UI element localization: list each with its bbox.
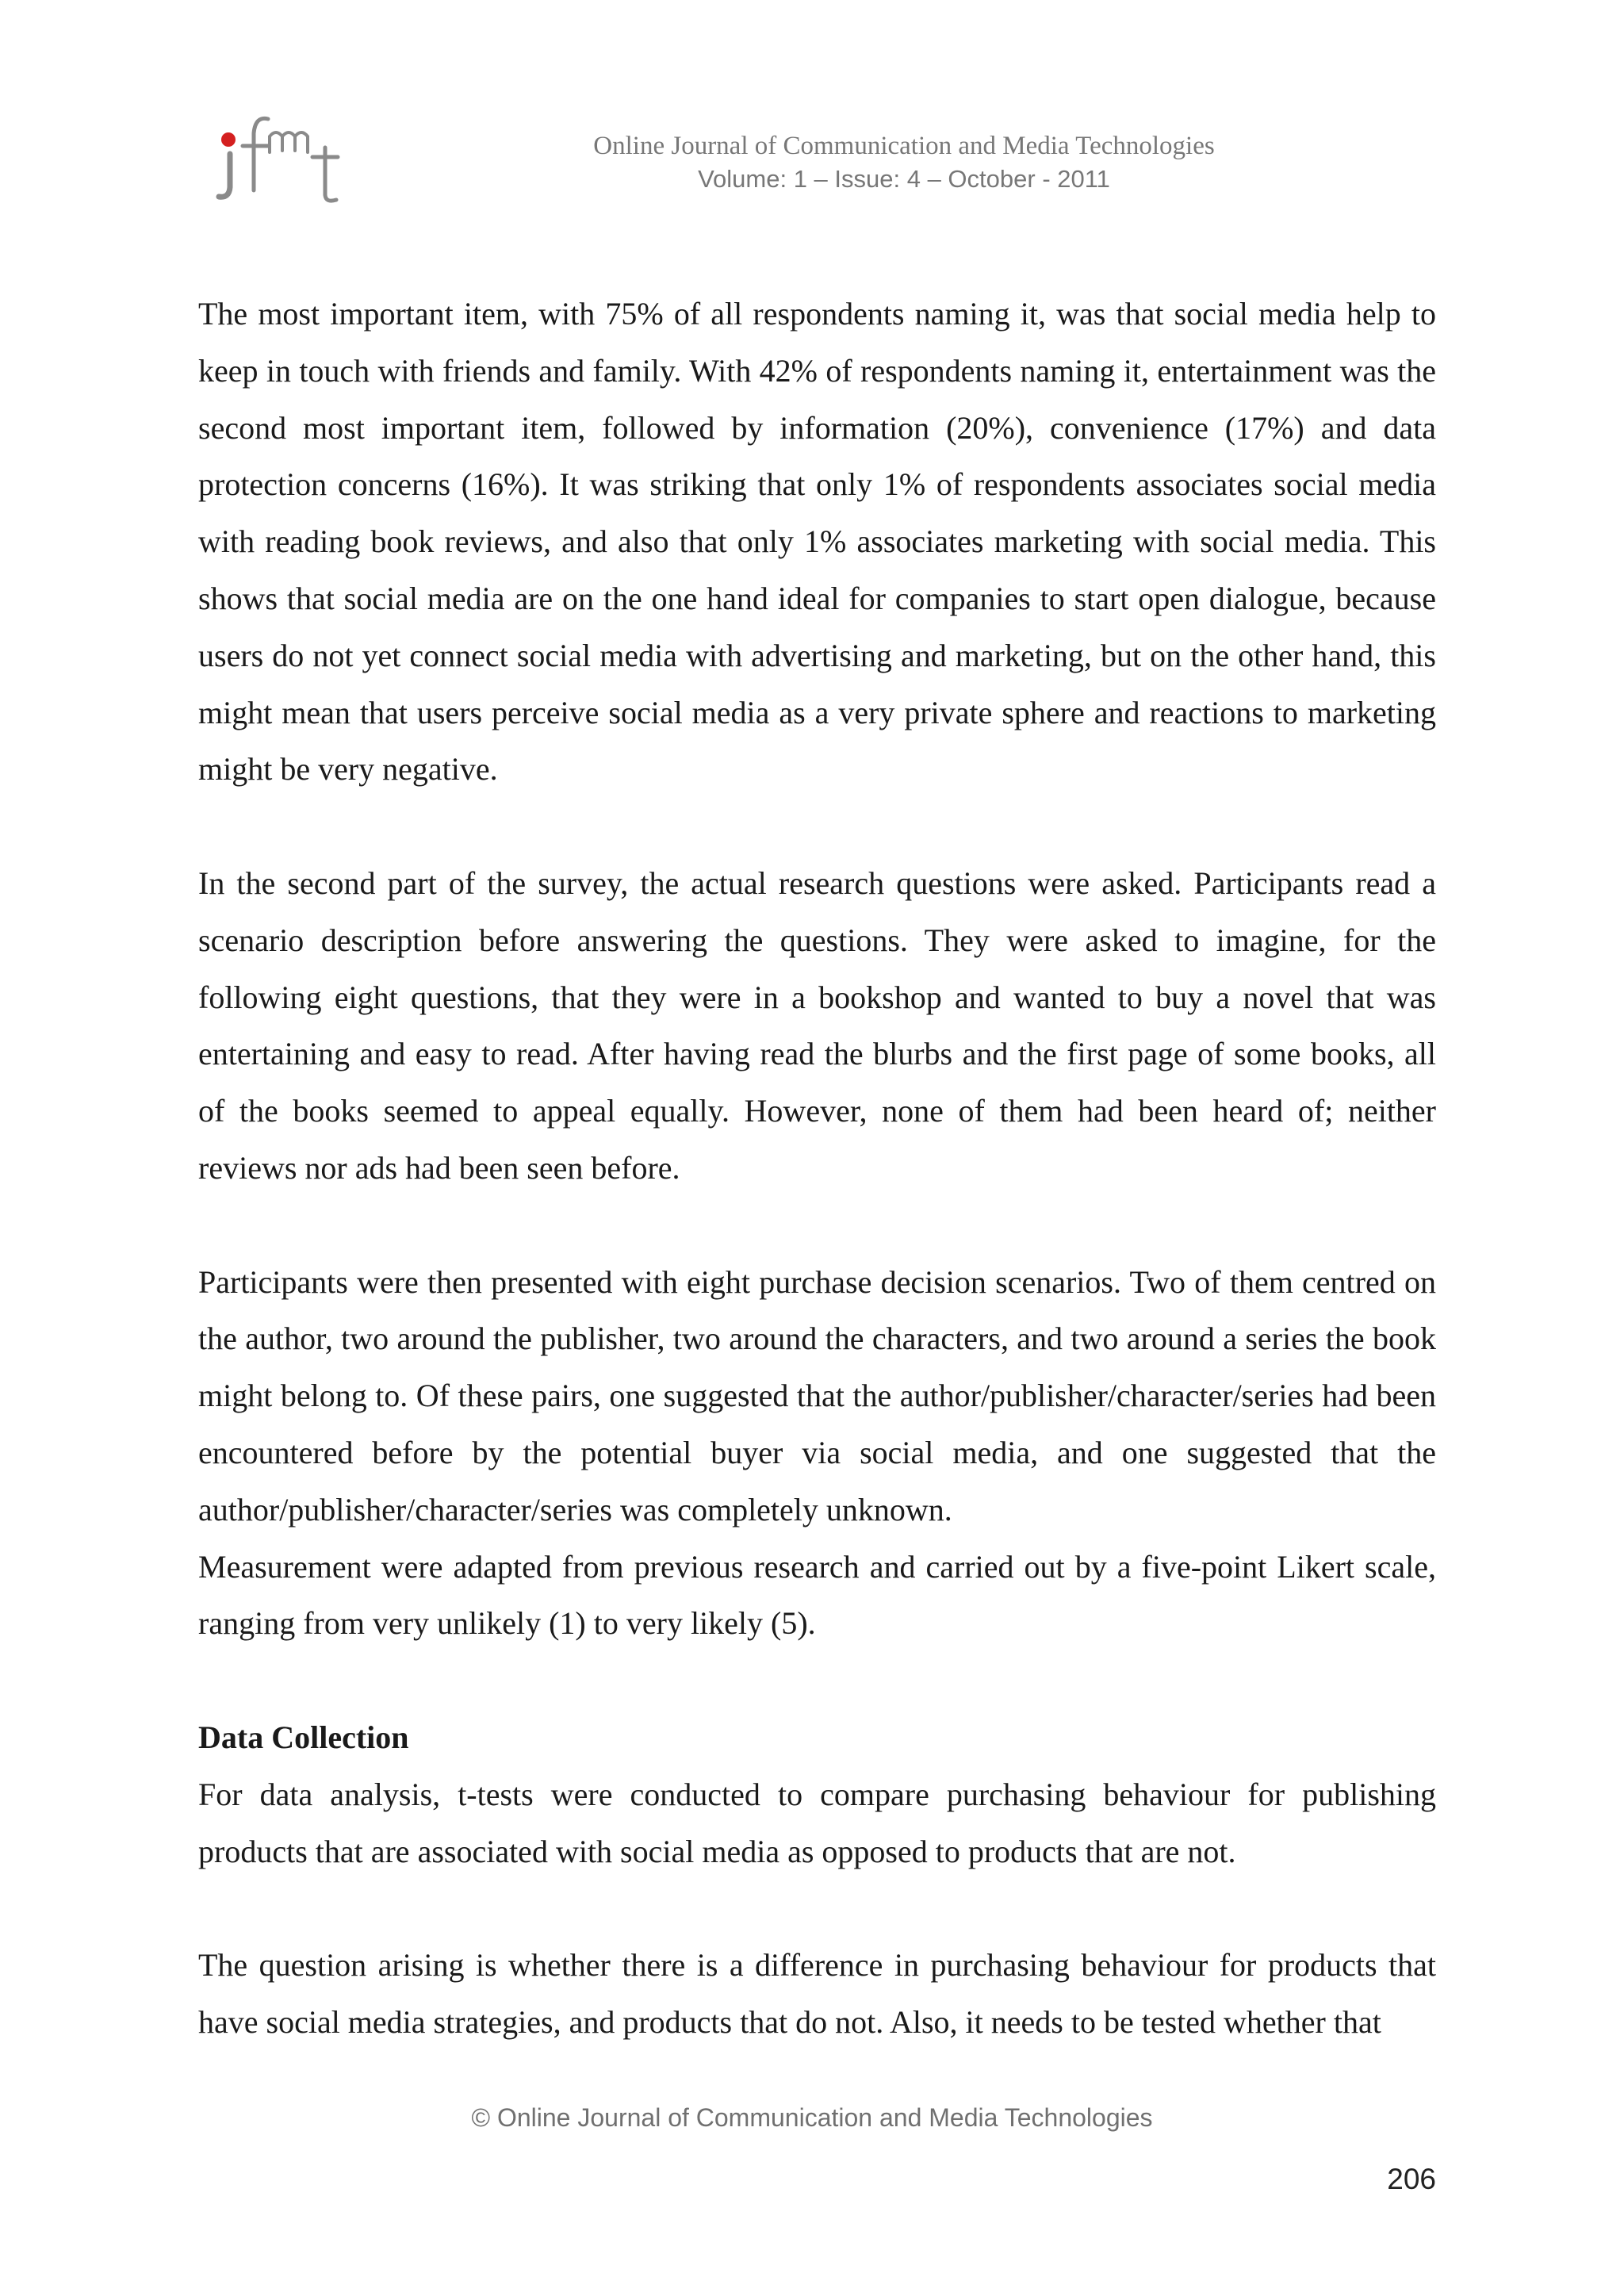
logo-t-stroke: [312, 148, 338, 201]
logo-j-stroke: [219, 154, 230, 197]
paragraph: In the second part of the survey, the actual research questions were asked. Participants read a scenario description before answering the questions. They were asked to imagine, for the following eight questions, that they were in a bookshop and wanted to buy a novel that was entertaining and easy to read. After having read the blurbs and the first page of some books, all of the books seemed to appeal equally. However, none of them had been heard of; neither reviews nor ads had been seen before.: [198, 864, 1436, 1186]
paragraph: For data analysis, t-tests were conducted to compare purchasing behaviour for publishing products that are associated with social media as opposed to products that are not.: [198, 1776, 1436, 1869]
section-heading: Data Collection: [198, 1719, 409, 1755]
ojcmt-logo-icon: [213, 102, 355, 205]
article-body: [198, 286, 1436, 2051]
volume-issue-line: Volume: 1 – Issue: 4 – October - 2011: [698, 165, 1110, 193]
paragraph: Measurement were adapted from previous research and carried out by a five-point Likert scale, ranging from very unlikely (1) to very likely (5).: [198, 1548, 1436, 1642]
logo-f-stroke: [243, 118, 268, 190]
journal-title: Online Journal of Communication and Media Technologies: [593, 132, 1215, 160]
logo-m-stroke: [270, 132, 308, 152]
journal-logo: [213, 102, 355, 205]
page-header: [508, 130, 1300, 195]
paragraph: Participants were then presented with eight purchase decision scenarios. Two of them centred on the author, two around the publisher, two around the characters, and two around a series the book might belong to. Of these pairs, one suggested that the author/publisher/character/series had been encountered before by the potential buyer via social media, and one suggested that the author/publisher/character/series was completely unknown.: [198, 1263, 1436, 1527]
copyright-footer: © Online Journal of Communication and Media Technologies: [471, 2103, 1153, 2132]
logo-dot: [221, 132, 236, 147]
paragraph: The most important item, with 75% of all respondents naming it, was that social media help to keep in touch with friends and family. With 42% of respondents naming it, entertainment was the second most important item, followed by information (20%), convenience (17%) and data protection concerns (16%). It was striking that only 1% of respondents associates social media with reading book reviews, and also that only 1% associates marketing with social media. This shows that social media are on the one hand ideal for companies to start open dialogue, because users do not yet connect social media with advertising and marketing, but on the other hand, this might mean that users perceive social media as a very private sphere and reactions to marketing might be very negative.: [198, 296, 1436, 788]
page-number: 206: [1387, 2163, 1436, 2195]
paragraph: The question arising is whether there is a difference in purchasing behaviour for products that have social media strategies, and products that do not. Also, it needs to be tested whether that: [198, 1947, 1436, 2040]
